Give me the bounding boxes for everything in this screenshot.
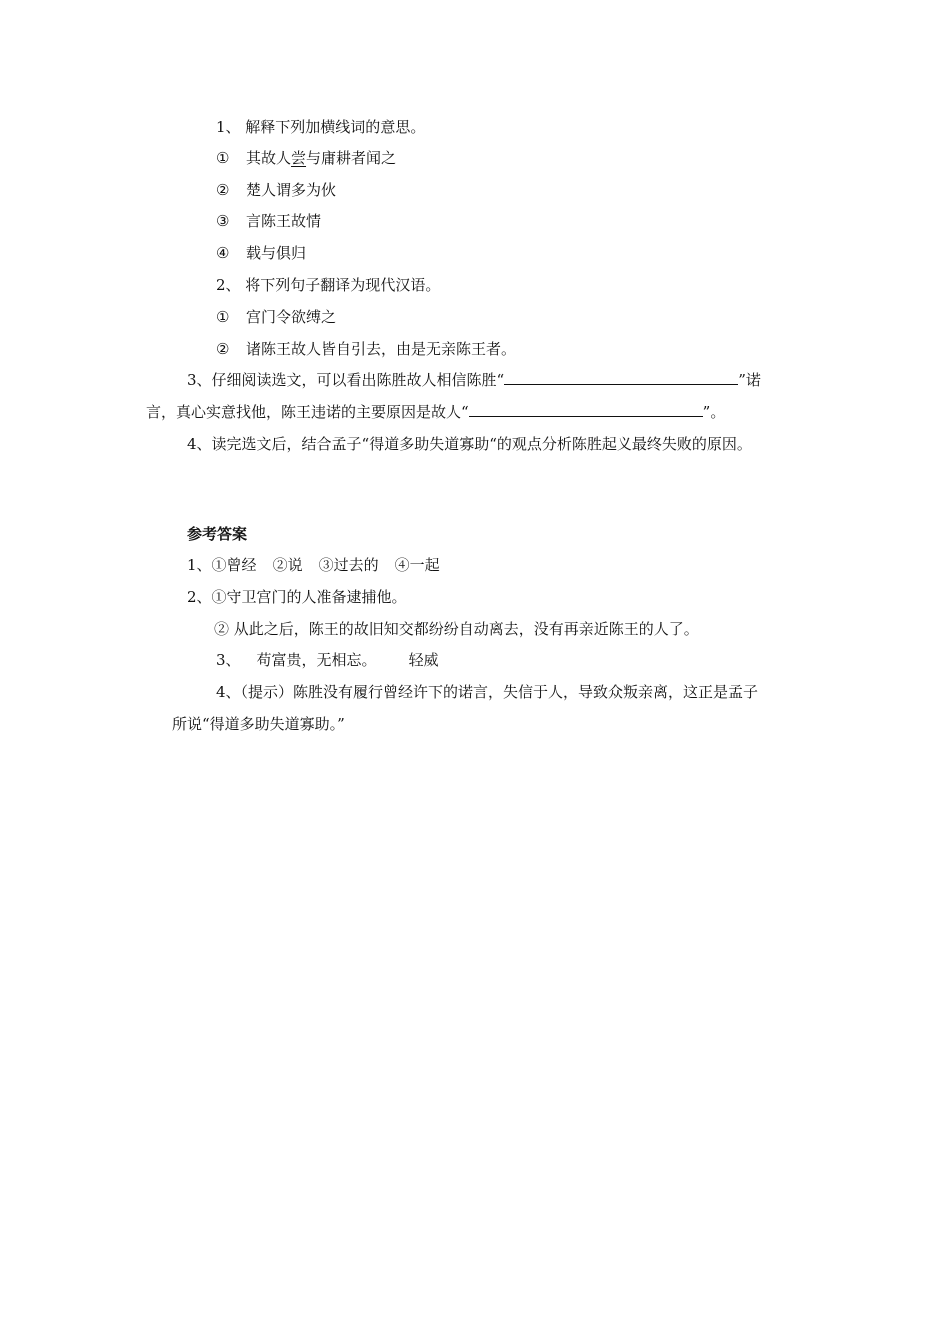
answer-prefix: 3、 (216, 651, 241, 669)
item-text: 宫门令欲缚之 (246, 308, 337, 326)
item-marker: ② (216, 340, 230, 358)
answer-item: ②说 (272, 556, 303, 574)
question-2-title: 2、 将下列句子翻译为现代汉语。 (216, 276, 441, 294)
question-3-text-post: ”。 (702, 403, 726, 421)
answer-2-line-2: ② 从此之后，陈王的故旧知交都纷纷自动离去，没有再亲近陈王的人了。 (214, 620, 699, 638)
item-marker: ① (216, 308, 230, 326)
item-text: 言陈王故情 (246, 212, 322, 230)
item-text: 楚人谓多为伙 (246, 181, 337, 199)
question-1-item-2 (216, 180, 336, 200)
question-3-text-post: ”诺 (738, 371, 761, 389)
question-1-title: 1、 解释下列加横线词的意思。 (216, 118, 426, 136)
item-marker: ④ (216, 244, 230, 262)
question-3-line-2 (146, 402, 725, 422)
question-3-text-pre: 3、仔细阅读选文，可以看出陈胜故人相信陈胜“ (187, 371, 505, 389)
answer-item: ④一起 (394, 556, 440, 574)
item-text-post: 与庸耕者闻之 (306, 149, 397, 167)
item-marker: ③ (216, 212, 230, 230)
question-1-item-1 (216, 148, 396, 168)
answers-heading: 参考答案 (187, 525, 248, 543)
item-text-pre: 其故人 (246, 149, 292, 167)
question-1-item-4 (216, 243, 306, 263)
question-3-text-pre: 言，真心实意找他，陈王违诺的主要原因是故人“ (146, 403, 469, 421)
question-4: 4、读完选文后，结合孟子“得道多助失道寡助“的观点分析陈胜起义最终失败的原因。 (187, 435, 752, 453)
answer-3 (216, 650, 439, 670)
answer-prefix: 1、 (187, 556, 212, 574)
item-text: 诸陈王故人皆自引去，由是无亲陈王者。 (246, 340, 517, 358)
answer-item: ①曾经 (211, 556, 257, 574)
item-text: 载与俱归 (246, 244, 307, 262)
answer-part: 苟富贵，无相忘。 (256, 651, 377, 669)
answer-2-line-1: 2、①守卫宫门的人准备逮捕他。 (187, 588, 407, 606)
answer-blank[interactable] (504, 370, 738, 385)
question-2-item-2 (216, 339, 516, 359)
question-2-item-1 (216, 307, 336, 327)
answer-item: ③过去的 (318, 556, 379, 574)
item-marker: ② (216, 181, 230, 199)
question-3-line-1 (187, 370, 761, 390)
answer-4-line-2: 所说“得道多助失道寡助。” (172, 715, 345, 733)
answer-1 (187, 555, 440, 575)
underlined-word: 尝 (291, 149, 307, 167)
item-marker: ① (216, 149, 230, 167)
question-1-item-3 (216, 211, 321, 231)
answer-part: 轻威 (408, 651, 439, 669)
answer-4-line-1: 4、（提示）陈胜没有履行曾经许下的诺言，失信于人，导致众叛亲离，这正是孟子 (216, 683, 759, 701)
answer-blank[interactable] (469, 402, 703, 417)
